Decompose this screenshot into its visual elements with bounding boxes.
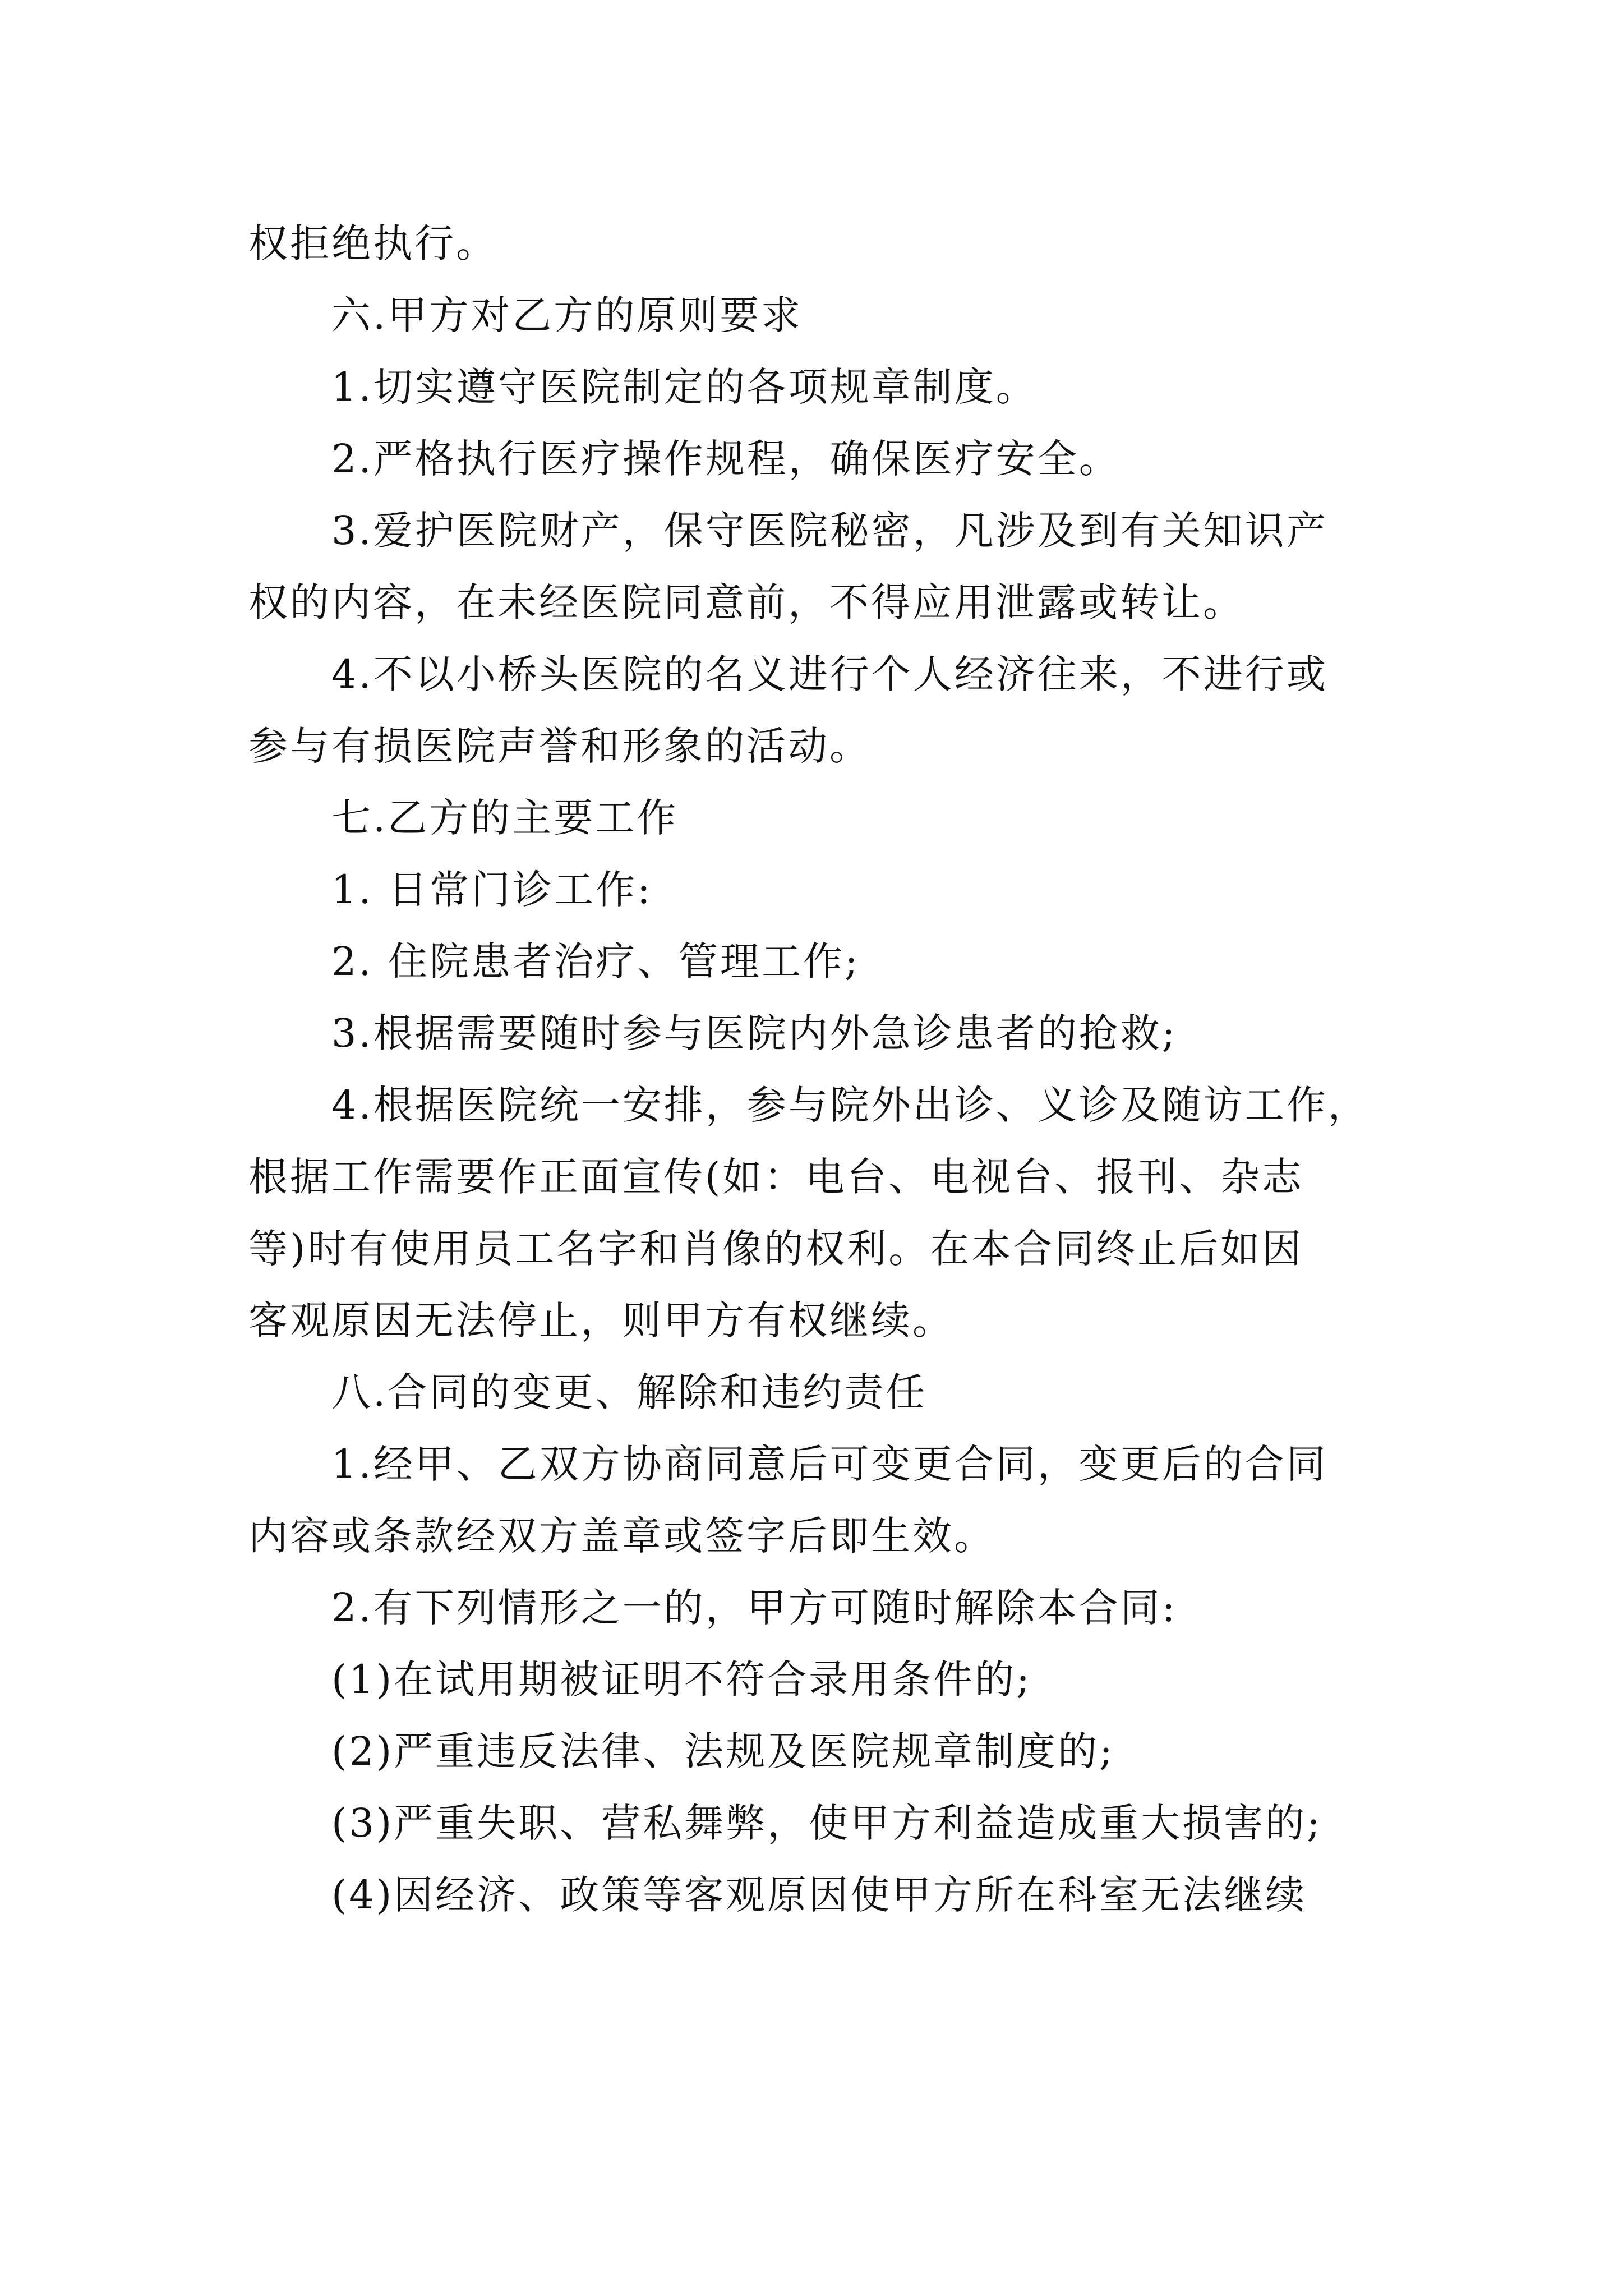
text-line: 2. 住院患者治疗、管理工作; (331, 938, 860, 984)
document-body (248, 208, 1393, 1931)
text-line: 1.切实遵守医院制定的各项规章制度。 (331, 364, 1038, 410)
text-line: 客观原因无法停止，则甲方有权继续。 (248, 1297, 954, 1343)
text-line: 参与有损医院声誉和形象的活动。 (248, 723, 871, 769)
text-line: 根据工作需要作正面宣传(如：电台、电视台、报刊、杂志 (248, 1154, 1304, 1200)
text-line: 权拒绝执行。 (248, 220, 497, 266)
text-line: 3.爱护医院财产，保守医院秘密，凡涉及到有关知识产 (331, 508, 1328, 554)
text-line: 六.甲方对乙方的原则要求 (331, 292, 803, 338)
text-line: 4.不以小桥头医院的名义进行个人经济往来，不进行或 (331, 651, 1328, 697)
text-line: 七.乙方的主要工作 (331, 795, 679, 841)
text-line: 2.有下列情形之一的，甲方可随时解除本合同: (331, 1585, 1178, 1631)
text-line: (2)严重违反法律、法规及医院规章制度的; (331, 1728, 1115, 1774)
text-line: 2.严格执行医疗操作规程，确保医疗安全。 (331, 436, 1121, 482)
text-line: (4)因经济、政策等客观原因使甲方所在科室无法继续 (331, 1872, 1307, 1918)
text-line: (3)严重失职、营私舞弊，使甲方利益造成重大损害的; (331, 1800, 1322, 1846)
text-line: 内容或条款经双方盖章或签字后即生效。 (248, 1513, 995, 1559)
text-line: 1.经甲、乙双方协商同意后可变更合同，变更后的合同 (331, 1441, 1328, 1487)
text-line: 4.根据医院统一安排，参与院外出诊、义诊及随访工作， (331, 1082, 1370, 1128)
text-line: 权的内容，在未经医院同意前，不得应用泄露或转让。 (248, 579, 1244, 625)
text-line: 3.根据需要随时参与医院内外急诊患者的抢救; (331, 1010, 1178, 1056)
text-line: 八.合同的变更、解除和违约责任 (331, 1369, 928, 1415)
text-line: 等)时有使用员工名字和肖像的权利。在本合同终止后如因 (248, 1226, 1304, 1272)
text-line: 1. 日常门诊工作: (331, 867, 653, 913)
text-line: (1)在试用期被证明不符合录用条件的; (331, 1657, 1032, 1703)
